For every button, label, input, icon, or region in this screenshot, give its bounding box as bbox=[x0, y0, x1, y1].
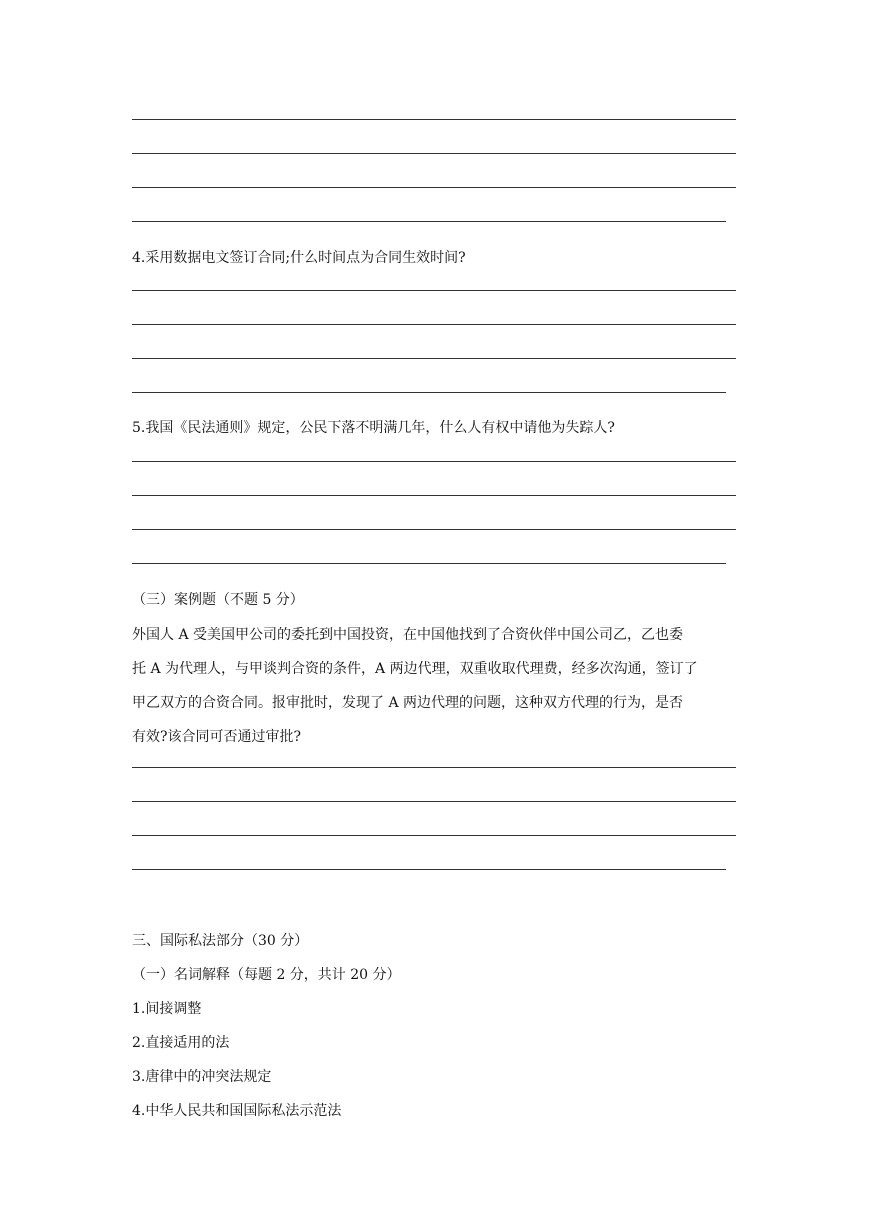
case-line: 甲乙双方的合资合同。报审批时，发现了 A 两边代理的问题，这种双方代理的行为，是否 bbox=[132, 695, 684, 711]
case-heading: （三）案例题（不题 5 分） bbox=[132, 592, 304, 608]
term-item: 4.中华人民共和国国际私法示范法 bbox=[132, 1103, 342, 1119]
case-paragraph bbox=[132, 618, 738, 754]
answer-line bbox=[132, 529, 736, 530]
answer-line bbox=[132, 358, 736, 359]
answer-line bbox=[132, 324, 736, 325]
answer-line bbox=[132, 495, 736, 496]
part3-subheading: （一）名词解释（每题 2 分，共计 20 分） bbox=[132, 967, 401, 983]
case-line: 外国人 A 受美国甲公司的委托到中国投资，在中国他找到了合资伙伴中国公司乙，乙也委 bbox=[132, 627, 684, 643]
question-5: 5.我国《民法通则》规定，公民下落不明满几年，什么人有权中请他为失踪人? bbox=[132, 420, 615, 436]
answer-line bbox=[132, 221, 726, 222]
answer-line bbox=[132, 767, 736, 768]
answer-line bbox=[132, 392, 726, 393]
answer-line bbox=[132, 119, 736, 120]
answer-line bbox=[132, 801, 736, 802]
question-4: 4.采用数据电文签订合同;什么时间点为合同生效时间? bbox=[132, 250, 466, 266]
answer-line bbox=[132, 290, 736, 291]
part3-heading: 三、国际私法部分（30 分） bbox=[132, 933, 309, 949]
case-line: 有效?该合同可否通过审批? bbox=[132, 729, 302, 745]
answer-line bbox=[132, 187, 736, 188]
answer-line bbox=[132, 869, 726, 870]
answer-line bbox=[132, 153, 736, 154]
term-item: 2.直接适用的法 bbox=[132, 1035, 230, 1051]
answer-line bbox=[132, 461, 736, 462]
answer-line bbox=[132, 835, 736, 836]
term-item: 3.唐律中的冲突法规定 bbox=[132, 1069, 272, 1085]
case-line: 托 A 为代理人，与甲谈判合资的条件，A 两边代理，双重收取代理费，经多次沟通，签订了 bbox=[132, 661, 698, 677]
answer-line bbox=[132, 563, 726, 564]
term-item: 1.间接调整 bbox=[132, 1001, 202, 1017]
